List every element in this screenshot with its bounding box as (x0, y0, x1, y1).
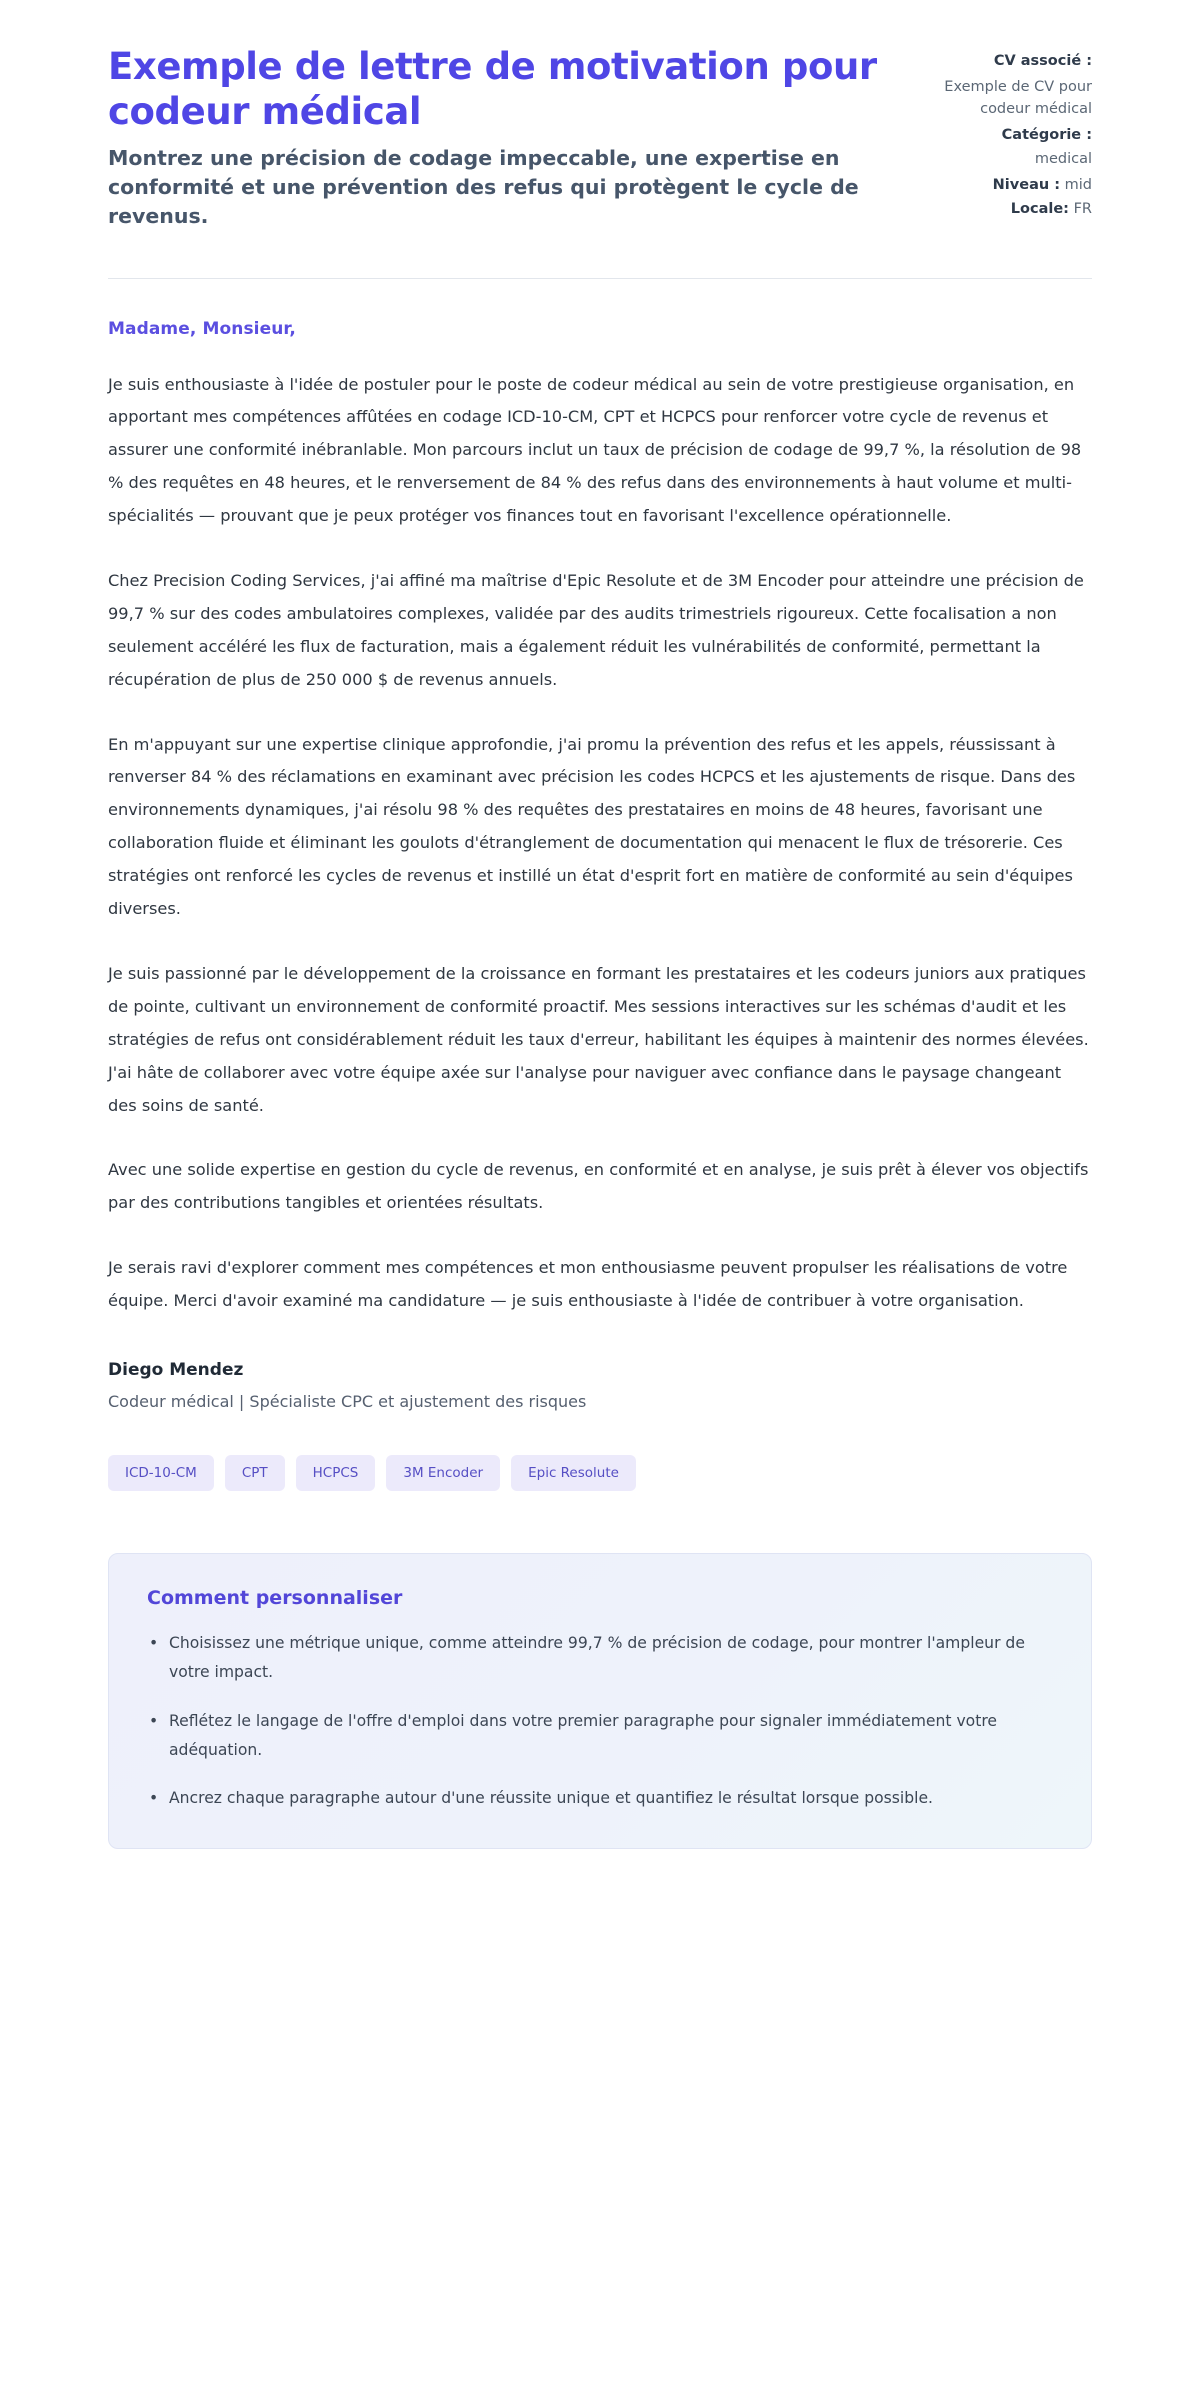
meta-category-value-row (917, 148, 1092, 170)
letter-salutation: Madame, Monsieur, (108, 318, 296, 339)
meta-locale-label: Locale: (1010, 201, 1069, 218)
skill-tag-list (108, 1455, 1092, 1491)
document-header (108, 44, 1092, 279)
letter-signature (108, 1360, 1092, 1411)
skill-tag[interactable]: Epic Resolute (511, 1455, 636, 1491)
meta-level-value: mid (1064, 177, 1092, 194)
skill-tag[interactable]: 3M Encoder (386, 1455, 500, 1491)
skill-tag[interactable]: CPT (225, 1455, 285, 1491)
skill-tag[interactable]: ICD-10-CM (108, 1455, 214, 1491)
bullet-icon: • (149, 1633, 159, 1652)
signature-name: Diego Mendez (108, 1359, 244, 1380)
meta-related-cv-value: Exemple de CV pour codeur médical (944, 79, 1092, 118)
page-title: Exemple de lettre de motivation pour codeur médical (108, 45, 877, 134)
cover-letter-body (108, 279, 1092, 1491)
callout-tip-item (147, 1629, 1053, 1688)
meta-related-cv-value-row (917, 76, 1092, 120)
callout-tip-text: Choisissez une métrique unique, comme atteindre 99,7 % de précision de codage, pour montrer l'ampleur de votre impact. (169, 1633, 1025, 1682)
meta-related-cv-label: CV associé : (993, 53, 1092, 69)
meta-locale-value: FR (1073, 201, 1092, 218)
letter-paragraph: Chez Precision Coding Services, j'ai affiné ma maîtrise d'Epic Resolute et de 3M Encoder pour atteindre une précision de 99,7 % sur des codes ambulatoires complexes, validée par des audits trimestriels rigoureux. Cette focalisation a non seulement accéléré les flux de facturation, mais a également réduit les vulnérabilités de conformité, permettant la récupération de plus de 250 000 $ de revenus annuels. (108, 571, 1084, 689)
meta-related-cv (917, 50, 1092, 72)
customization-callout (108, 1553, 1092, 1849)
callout-tip-text: Reflétez le langage de l'offre d'emploi dans votre premier paragraphe pour signaler immédiatement votre adéquation. (169, 1711, 997, 1759)
letter-paragraph: Je suis enthousiaste à l'idée de postuler pour le poste de codeur médical au sein de votre prestigieuse organisation, en apportant mes compétences affûtées en codage ICD-10-CM, CPT et HCPCS pour renforcer votre cycle de revenus et assurer une conformité inébranlable. Mon parcours inclut un taux de précision de codage de 99,7 %, la résolution de 98 % des requêtes en 48 heures, et le renversement de 84 % des refus dans des environnements à haut volume et multi-spécialités — prouvant que je peux protéger vos finances tout en favorisant l'excellence opérationnelle. (108, 374, 1082, 526)
letter-paragraph: Je serais ravi d'explorer comment mes compétences et mon enthousiasme peuvent propulser les réalisations de votre équipe. Merci d'avoir examiné ma candidature — je suis enthousiaste à l'idée de contribuer à votre organisation. (108, 1258, 1068, 1311)
meta-level (917, 174, 1092, 196)
callout-tip-text: Ancrez chaque paragraphe autour d'une réussite unique et quantifiez le résultat lorsque possible. (169, 1789, 934, 1808)
page-subtitle: Montrez une précision de codage impeccable, une expertise en conformité et une prévention des refus qui protègent le cycle de revenus. (108, 146, 859, 229)
meta-category-value: medical (1034, 151, 1092, 168)
bullet-icon: • (149, 1711, 159, 1730)
meta-level-label: Niveau : (992, 177, 1061, 194)
callout-title: Comment personnaliser (147, 1586, 403, 1609)
meta-category-label: Catégorie : (1001, 127, 1092, 144)
meta-category (917, 124, 1092, 146)
skill-tag[interactable]: HCPCS (296, 1455, 376, 1491)
callout-tip-item (147, 1707, 1053, 1766)
document-metadata-panel (917, 44, 1092, 222)
letter-paragraph: Avec une solide expertise en gestion du cycle de revenus, en conformité et en analyse, je suis prêt à élever vos objectifs par des contributions tangibles et orientées résultats. (108, 1160, 1089, 1213)
letter-paragraph: Je suis passionné par le développement de la croissance en formant les prestataires et les codeurs juniors aux pratiques de pointe, cultivant un environnement de conformité proactif. Mes sessions interactives sur les schémas d'audit et les stratégies de refus ont considérablement réduit les taux d'erreur, habilitant les équipes à maintenir des normes élevées. J'ai hâte de collaborer avec votre équipe axée sur l'analyse pour naviguer avec confiance dans le paysage changeant des soins de santé. (108, 963, 1089, 1115)
meta-locale (917, 198, 1092, 220)
callout-tip-list (147, 1629, 1053, 1814)
callout-tip-item (147, 1784, 1053, 1813)
letter-paragraph: En m'appuyant sur une expertise clinique approfondie, j'ai promu la prévention des refus et les appels, réussissant à renverser 84 % des réclamations en examinant avec précision les codes HCPCS et les ajustements de risque. Dans des environnements dynamiques, j'ai résolu 98 % des requêtes des prestataires en moins de 48 heures, favorisant une collaboration fluide et éliminant les goulots d'étranglement de documentation qui menacent le flux de trésorerie. Ces stratégies ont renforcé les cycles de revenus et instillé un état d'esprit fort en matière de conformité au sein d'équipes diverses. (108, 734, 1076, 919)
bullet-icon: • (149, 1789, 159, 1808)
signature-role: Codeur médical | Spécialiste CPC et ajustement des risques (108, 1391, 587, 1411)
header-text-block (108, 44, 877, 232)
